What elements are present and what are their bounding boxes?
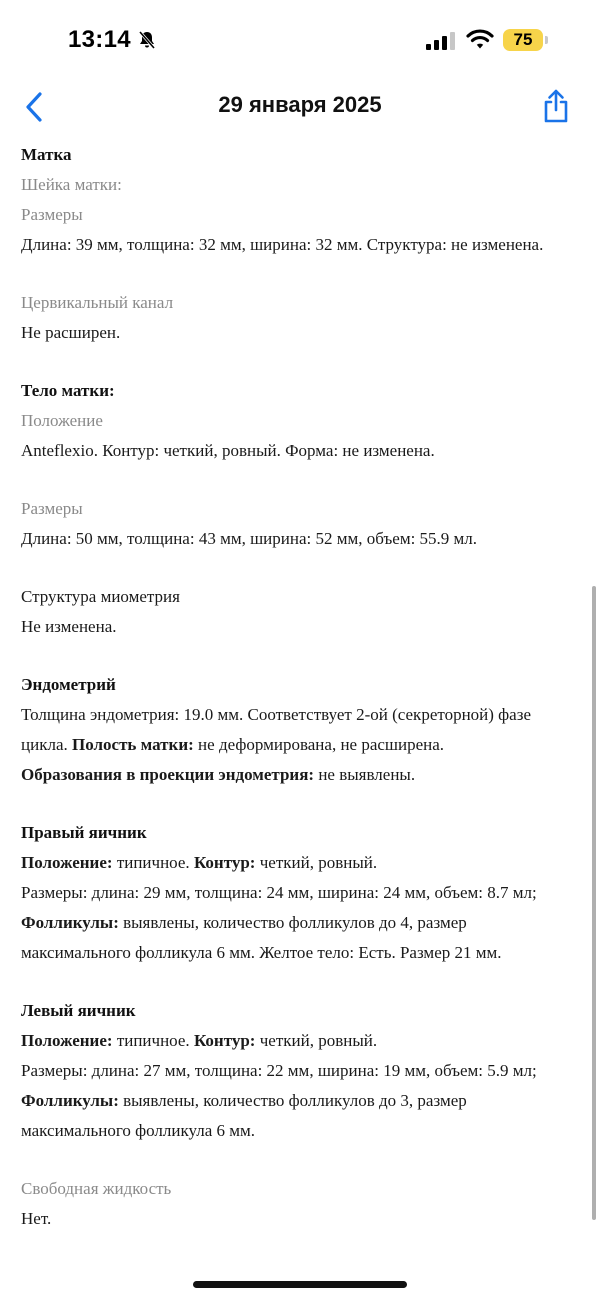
position-text: Anteflexio. Контур: четкий, ровный. Форма: не изменена. (21, 441, 435, 460)
left-ovary-position (21, 1026, 569, 1056)
status-bar (0, 0, 600, 80)
left-ovary-contour-text: четкий, ровный. (255, 1031, 378, 1050)
right-ovary-contour-text: четкий, ровный. (255, 853, 378, 872)
endometrium-heading: Эндометрий (21, 675, 116, 694)
free-fluid-text: Нет. (21, 1209, 52, 1228)
right-ovary-sizes: Размеры: длина: 29 мм, толщина: 24 мм, ширина: 24 мм, объем: 8.7 мл; (21, 883, 537, 902)
left-ovary-details (21, 1056, 569, 1146)
page-title: 29 января 2025 (218, 92, 382, 117)
wifi-icon (466, 28, 494, 50)
right-ovary-follicles-text: выявлены, количество фолликулов до 4, размер максимального фолликула 6 мм. Желтое тело: Есть. Размер 21 мм. (21, 913, 502, 962)
formations-label: Образования в проекции эндометрия: (21, 765, 315, 784)
right-ovary-position-text: типичное. (112, 853, 194, 872)
navigation-bar (0, 80, 600, 134)
cervix-size-text: Длина: 39 мм, толщина: 32 мм, ширина: 32 мм. Структура: не изменена. (21, 235, 544, 254)
battery-cap (545, 36, 548, 44)
left-ovary-position-label: Положение: (21, 1031, 113, 1050)
endometrium-paragraph (21, 700, 569, 790)
left-ovary-contour-label: Контур: (193, 1031, 256, 1050)
right-ovary-contour-label: Контур: (193, 853, 256, 872)
scrollbar[interactable] (592, 586, 596, 1220)
cervix-size-label: Размеры (21, 205, 83, 224)
left-ovary-sizes: Размеры: длина: 27 мм, толщина: 22 мм, ширина: 19 мм, объем: 5.9 мл; (21, 1061, 537, 1080)
myometrium-label: Структура миометрия (21, 587, 180, 606)
left-ovary-follicles-label: Фолликулы: (21, 1091, 119, 1110)
right-ovary-follicles-label: Фолликулы: (21, 913, 119, 932)
uterus-body-heading: Тело матки: (21, 381, 115, 400)
endometrium-text: Толщина эндометрия: 19.0 мм. Соответствует 2-ой (секреторной) фазе цикла. (21, 705, 531, 754)
right-ovary-position (21, 848, 569, 878)
formations-text: не выявлены. (314, 765, 416, 784)
body-size-label: Размеры (21, 499, 83, 518)
share-icon[interactable] (541, 88, 571, 124)
right-ovary-position-label: Положение: (21, 853, 113, 872)
left-ovary-heading: Левый яичник (21, 1001, 136, 1020)
cervix-heading: Шейка матки: (21, 175, 122, 194)
cervical-canal-text: Не расширен. (21, 323, 121, 342)
left-ovary-position-text: типичное. (112, 1031, 194, 1050)
report-content (21, 140, 569, 1234)
cervical-canal-label: Цервикальный канал (21, 293, 174, 312)
free-fluid-label: Свободная жидкость (21, 1179, 172, 1198)
bell-muted-icon (137, 30, 157, 50)
cavity-label: Полость матки: (71, 735, 194, 754)
uterus-heading: Матка (21, 145, 72, 164)
right-ovary-details (21, 878, 569, 968)
position-label: Положение (21, 411, 103, 430)
battery-indicator (503, 29, 543, 51)
battery-level: 75 (513, 30, 533, 49)
body-size-text: Длина: 50 мм, толщина: 43 мм, ширина: 52 мм, объем: 55.9 мл. (21, 529, 478, 548)
myometrium-text: Не изменена. (21, 617, 117, 636)
cavity-text: не деформирована, не расширена. (193, 735, 445, 754)
cellular-signal-icon (426, 31, 456, 51)
right-ovary-heading: Правый яичник (21, 823, 147, 842)
home-indicator[interactable] (193, 1281, 407, 1288)
status-time: 13:14 (68, 26, 131, 53)
left-ovary-follicles-text: выявлены, количество фолликулов до 3, размер максимального фолликула 6 мм. (21, 1091, 467, 1140)
